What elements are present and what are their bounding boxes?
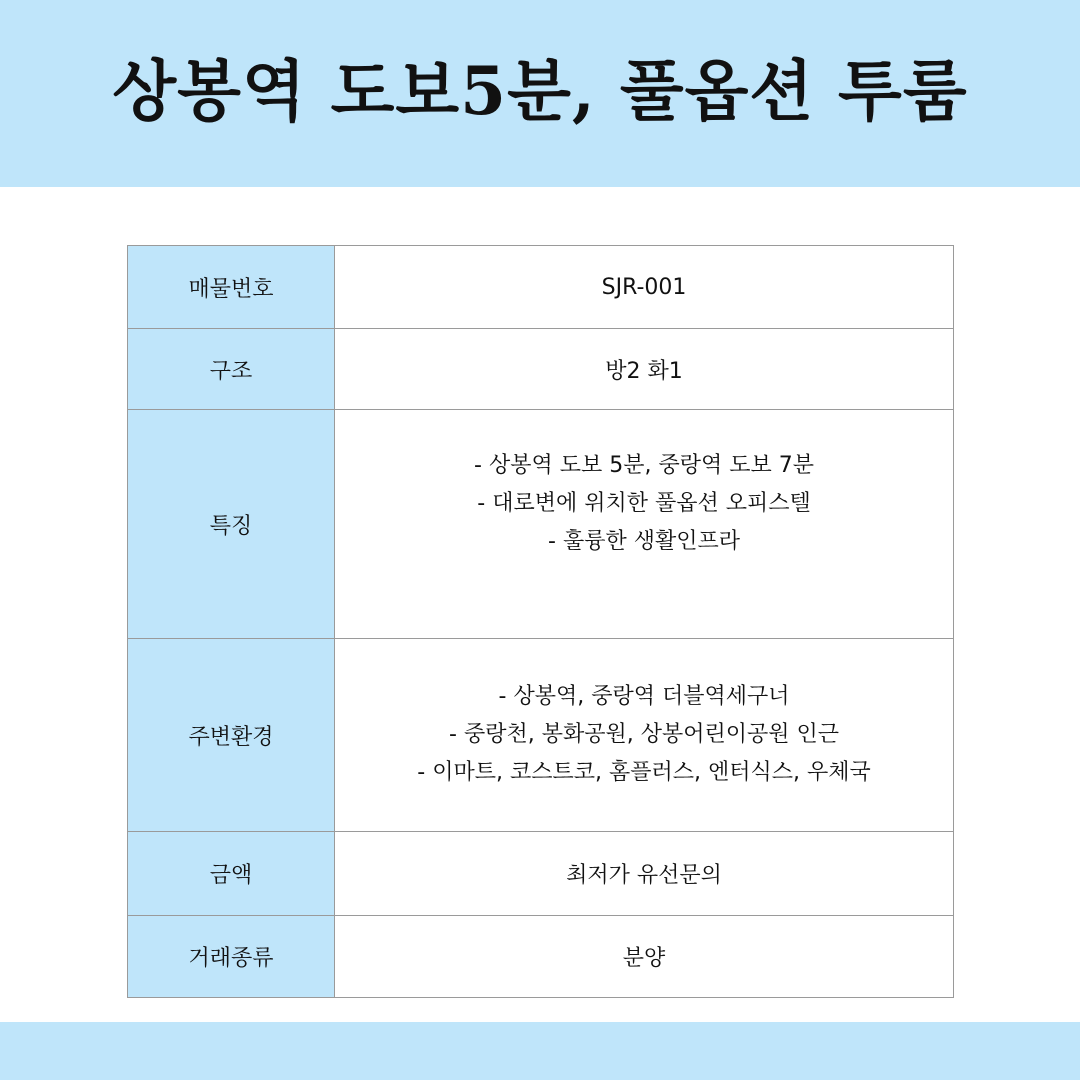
table-row (128, 832, 954, 916)
page-title: 상봉역 도보5분, 풀옵션 투룸 (112, 52, 968, 130)
feature-line: - 상봉역 도보 5분, 중랑역 도보 7분 (474, 453, 814, 478)
title-banner (0, 0, 1080, 187)
table-row (128, 639, 954, 832)
table-row (128, 916, 954, 998)
row-value-price: 최저가 유선문의 (335, 832, 954, 916)
feature-line: - 훌륭한 생활인프라 (548, 529, 740, 554)
row-label-price: 금액 (128, 832, 335, 916)
feature-line: - 대로변에 위치한 풀옵션 오피스텔 (477, 491, 811, 516)
row-value-listing-number: SJR-001 (335, 246, 954, 329)
table-row (128, 329, 954, 410)
footer-band (0, 1022, 1080, 1080)
table-row (128, 410, 954, 639)
row-label-listing-number: 매물번호 (128, 246, 335, 329)
surrounding-line: - 중랑천, 봉화공원, 상봉어린이공원 인근 (449, 722, 839, 747)
row-value-surroundings (335, 639, 954, 832)
row-label-surroundings: 주변환경 (128, 639, 335, 832)
surrounding-line: - 이마트, 코스트코, 홈플러스, 엔터식스, 우체국 (417, 760, 871, 785)
row-value-features (335, 410, 954, 639)
row-label-transaction-type: 거래종류 (128, 916, 335, 998)
row-label-features: 특징 (128, 410, 335, 639)
surrounding-line: - 상봉역, 중랑역 더블역세구너 (498, 684, 790, 709)
row-value-structure: 방2 화1 (335, 329, 954, 410)
property-info-table (127, 245, 954, 998)
row-label-structure: 구조 (128, 329, 335, 410)
table-row (128, 246, 954, 329)
row-value-transaction-type: 분양 (335, 916, 954, 998)
